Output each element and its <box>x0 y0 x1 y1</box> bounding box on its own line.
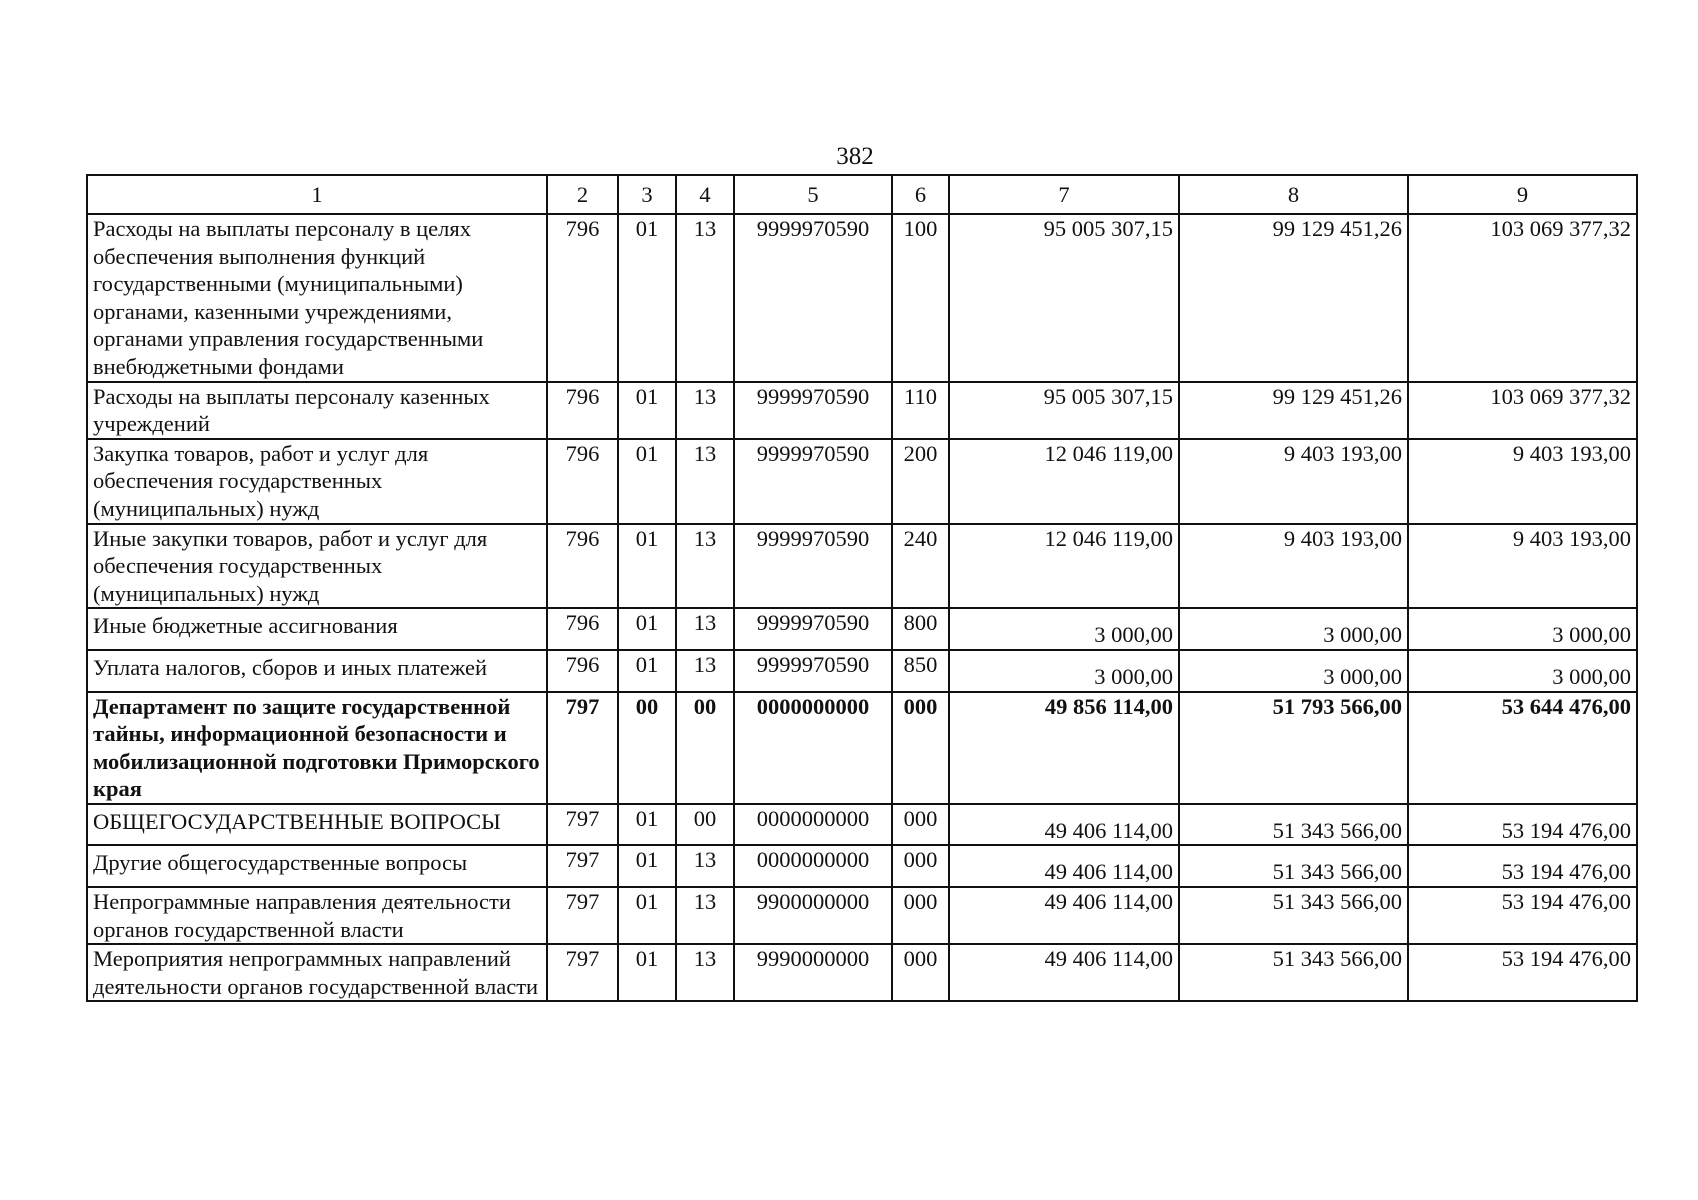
column-header: 9 <box>1408 175 1637 214</box>
table-row <box>87 650 1637 692</box>
amount-col7-cell: 95 005 307,15 <box>949 214 1179 382</box>
table-row <box>87 804 1637 846</box>
ministry-code-cell: 796 <box>547 382 618 439</box>
column-header: 8 <box>1179 175 1408 214</box>
amount-col9-cell: 53 194 476,00 <box>1408 804 1637 846</box>
row-name-cell: Иные бюджетные ассигнования <box>87 608 547 650</box>
row-name-cell: Расходы на выплаты персоналу в целях обеспечения выполнения функций государственными (муниципальными) органами, казенными учреждениями, органами управления государственными внебюджетными фондами <box>87 214 547 382</box>
expense-type-cell: 000 <box>892 804 949 846</box>
target-article-cell: 9999970590 <box>734 650 892 692</box>
row-name-cell: Департамент по защите государственной тайны, информационной безопасности и мобилизационной подготовки Приморского края <box>87 692 547 804</box>
subsection-code-cell: 13 <box>676 608 734 650</box>
row-name-cell: Другие общегосударственные вопросы <box>87 845 547 887</box>
table-row <box>87 214 1637 382</box>
target-article-cell: 9999970590 <box>734 382 892 439</box>
subsection-code-cell: 13 <box>676 439 734 524</box>
expense-type-cell: 000 <box>892 845 949 887</box>
expense-type-cell: 000 <box>892 944 949 1001</box>
amount-col8-cell: 3 000,00 <box>1179 608 1408 650</box>
amount-col8-cell: 99 129 451,26 <box>1179 214 1408 382</box>
amount-col8-cell: 9 403 193,00 <box>1179 439 1408 524</box>
amount-col9-cell: 9 403 193,00 <box>1408 439 1637 524</box>
section-code-cell: 00 <box>618 692 676 804</box>
page-number: 382 <box>836 143 874 170</box>
amount-col9-cell: 103 069 377,32 <box>1408 382 1637 439</box>
amount-col7-cell: 12 046 119,00 <box>949 439 1179 524</box>
amount-col9-cell: 3 000,00 <box>1408 608 1637 650</box>
row-name-cell: Уплата налогов, сборов и иных платежей <box>87 650 547 692</box>
row-name-cell: ОБЩЕГОСУДАРСТВЕННЫЕ ВОПРОСЫ <box>87 804 547 846</box>
amount-col7-cell: 49 856 114,00 <box>949 692 1179 804</box>
amount-col9-cell: 53 194 476,00 <box>1408 845 1637 887</box>
section-code-cell: 01 <box>618 439 676 524</box>
target-article-cell: 9999970590 <box>734 439 892 524</box>
amount-col7-cell: 95 005 307,15 <box>949 382 1179 439</box>
section-code-cell: 01 <box>618 214 676 382</box>
subsection-code-cell: 13 <box>676 887 734 944</box>
table-row <box>87 439 1637 524</box>
amount-col8-cell: 3 000,00 <box>1179 650 1408 692</box>
ministry-code-cell: 797 <box>547 944 618 1001</box>
column-header: 1 <box>87 175 547 214</box>
column-header: 5 <box>734 175 892 214</box>
table-row-department <box>87 692 1637 804</box>
amount-col7-cell: 3 000,00 <box>949 608 1179 650</box>
column-header: 6 <box>892 175 949 214</box>
amount-col8-cell: 51 343 566,00 <box>1179 804 1408 846</box>
ministry-code-cell: 796 <box>547 214 618 382</box>
table-row <box>87 944 1637 1001</box>
expense-type-cell: 850 <box>892 650 949 692</box>
amount-col7-cell: 49 406 114,00 <box>949 887 1179 944</box>
amount-col9-cell: 53 194 476,00 <box>1408 887 1637 944</box>
amount-col7-cell: 49 406 114,00 <box>949 845 1179 887</box>
expense-type-cell: 100 <box>892 214 949 382</box>
table-row <box>87 524 1637 609</box>
amount-col8-cell: 51 343 566,00 <box>1179 845 1408 887</box>
subsection-code-cell: 13 <box>676 650 734 692</box>
subsection-code-cell: 13 <box>676 382 734 439</box>
ministry-code-cell: 796 <box>547 439 618 524</box>
target-article-cell: 9999970590 <box>734 524 892 609</box>
table-row <box>87 608 1637 650</box>
amount-col9-cell: 9 403 193,00 <box>1408 524 1637 609</box>
target-article-cell: 9999970590 <box>734 214 892 382</box>
amount-col8-cell: 9 403 193,00 <box>1179 524 1408 609</box>
column-header: 2 <box>547 175 618 214</box>
column-header: 7 <box>949 175 1179 214</box>
column-header: 4 <box>676 175 734 214</box>
row-name-cell: Закупка товаров, работ и услуг для обеспечения государственных (муниципальных) нужд <box>87 439 547 524</box>
target-article-cell: 0000000000 <box>734 804 892 846</box>
amount-col9-cell: 3 000,00 <box>1408 650 1637 692</box>
section-code-cell: 01 <box>618 887 676 944</box>
ministry-code-cell: 796 <box>547 650 618 692</box>
amount-col7-cell: 12 046 119,00 <box>949 524 1179 609</box>
target-article-cell: 9990000000 <box>734 944 892 1001</box>
section-code-cell: 01 <box>618 944 676 1001</box>
expense-type-cell: 000 <box>892 887 949 944</box>
row-name-cell: Непрограммные направления деятельности органов государственной власти <box>87 887 547 944</box>
section-code-cell: 01 <box>618 382 676 439</box>
section-code-cell: 01 <box>618 524 676 609</box>
ministry-code-cell: 796 <box>547 608 618 650</box>
amount-col7-cell: 3 000,00 <box>949 650 1179 692</box>
expense-type-cell: 800 <box>892 608 949 650</box>
budget-table <box>86 174 1638 1002</box>
ministry-code-cell: 797 <box>547 845 618 887</box>
expense-type-cell: 110 <box>892 382 949 439</box>
row-name-cell: Иные закупки товаров, работ и услуг для обеспечения государственных (муниципальных) нужд <box>87 524 547 609</box>
amount-col7-cell: 49 406 114,00 <box>949 944 1179 1001</box>
amount-col8-cell: 51 343 566,00 <box>1179 944 1408 1001</box>
subsection-code-cell: 13 <box>676 944 734 1001</box>
subsection-code-cell: 13 <box>676 524 734 609</box>
amount-col8-cell: 99 129 451,26 <box>1179 382 1408 439</box>
ministry-code-cell: 797 <box>547 804 618 846</box>
subsection-code-cell: 00 <box>676 692 734 804</box>
row-name-cell: Мероприятия непрограммных направлений деятельности органов государственной власти <box>87 944 547 1001</box>
expense-type-cell: 000 <box>892 692 949 804</box>
amount-col8-cell: 51 793 566,00 <box>1179 692 1408 804</box>
ministry-code-cell: 796 <box>547 524 618 609</box>
section-code-cell: 01 <box>618 650 676 692</box>
expense-type-cell: 240 <box>892 524 949 609</box>
section-code-cell: 01 <box>618 804 676 846</box>
target-article-cell: 9999970590 <box>734 608 892 650</box>
amount-col9-cell: 53 644 476,00 <box>1408 692 1637 804</box>
column-header: 3 <box>618 175 676 214</box>
amount-col8-cell: 51 343 566,00 <box>1179 887 1408 944</box>
ministry-code-cell: 797 <box>547 692 618 804</box>
section-code-cell: 01 <box>618 845 676 887</box>
subsection-code-cell: 00 <box>676 804 734 846</box>
target-article-cell: 0000000000 <box>734 845 892 887</box>
subsection-code-cell: 13 <box>676 214 734 382</box>
table-row <box>87 382 1637 439</box>
header-row <box>87 175 1637 214</box>
section-code-cell: 01 <box>618 608 676 650</box>
ministry-code-cell: 797 <box>547 887 618 944</box>
subsection-code-cell: 13 <box>676 845 734 887</box>
amount-col9-cell: 53 194 476,00 <box>1408 944 1637 1001</box>
target-article-cell: 0000000000 <box>734 692 892 804</box>
expense-type-cell: 200 <box>892 439 949 524</box>
table-row <box>87 887 1637 944</box>
row-name-cell: Расходы на выплаты персоналу казенных учреждений <box>87 382 547 439</box>
amount-col9-cell: 103 069 377,32 <box>1408 214 1637 382</box>
amount-col7-cell: 49 406 114,00 <box>949 804 1179 846</box>
target-article-cell: 9900000000 <box>734 887 892 944</box>
table-row <box>87 845 1637 887</box>
